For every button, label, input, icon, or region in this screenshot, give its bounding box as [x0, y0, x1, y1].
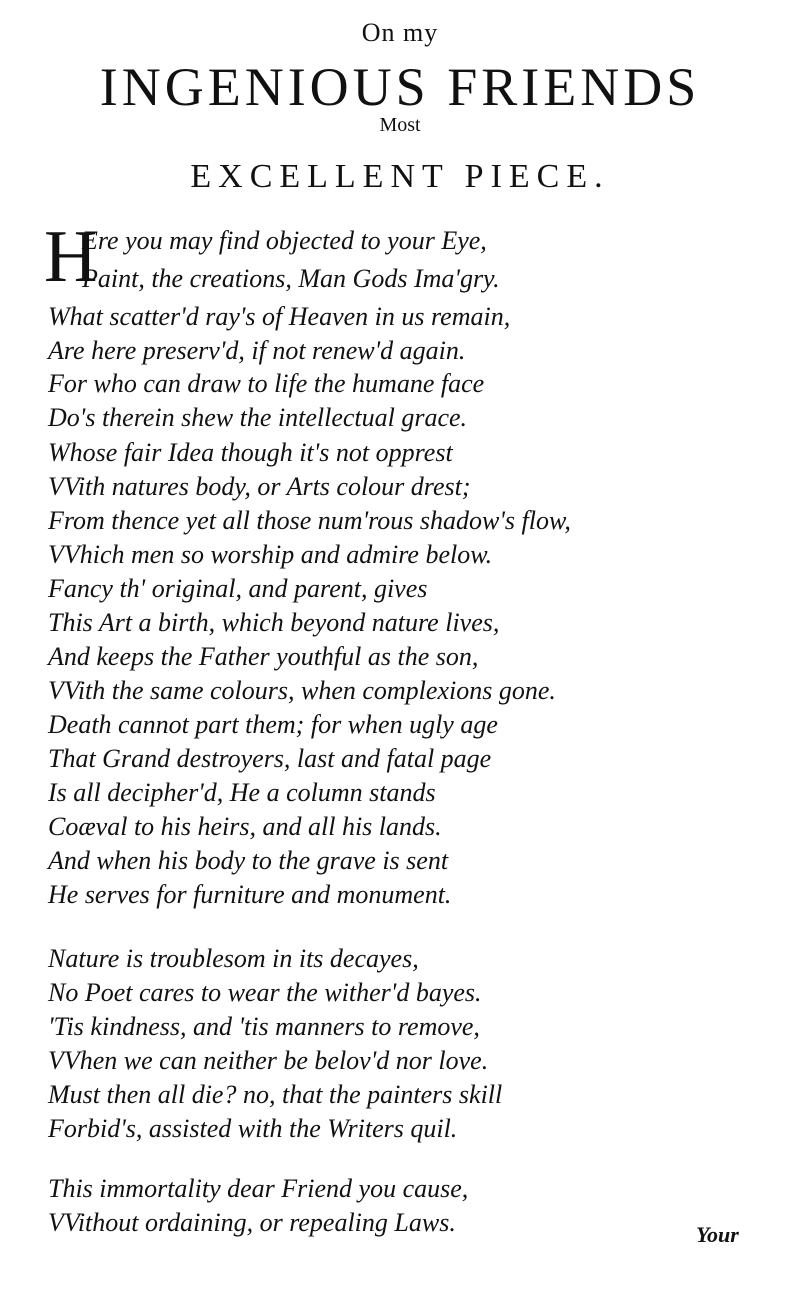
page-title: INGENIOUS FRIENDS [99, 57, 701, 117]
poem-line: What scatter'd ray's of Heaven in us remain, [48, 302, 511, 331]
poem-line: Nature is troublesom in its decayes, [48, 944, 419, 973]
poem-line: He serves for furniture and monument. [48, 880, 452, 909]
poem-line: VVithout ordaining, or repealing Laws. [48, 1208, 456, 1237]
poem-line: Ere you may find objected to your Eye, [82, 226, 487, 255]
poem-line: And keeps the Father youthful as the son, [48, 642, 479, 671]
poem-line: Must then all die? no, that the painters skill [48, 1080, 503, 1109]
poem-line: This immortality dear Friend you cause, [48, 1174, 469, 1203]
heading-on-my: On my [361, 18, 439, 47]
poem-line: Coæval to his heirs, and all his lands. [48, 812, 442, 841]
poem-line: Do's therein shew the intellectual grace. [48, 403, 468, 432]
poem-line: Forbid's, assisted with the Writers quil. [48, 1114, 458, 1143]
heading-most: Most [379, 114, 421, 136]
poem-line: Is all decipher'd, He a column stands [48, 778, 436, 807]
catchword: Your [696, 1222, 739, 1247]
poem-line: Are here preserv'd, if not renew'd again. [48, 336, 466, 365]
page-subtitle: EXCELLENT PIECE. [190, 158, 610, 195]
poem-line: Paint, the creations, Man Gods Ima'gry. [82, 264, 500, 293]
poem-line: This Art a birth, which beyond nature lives, [48, 608, 500, 637]
poem-line: That Grand destroyers, last and fatal page [48, 744, 492, 773]
poem-line: Fancy th' original, and parent, gives [48, 574, 428, 603]
poem-line: Whose fair Idea though it's not opprest [48, 438, 453, 467]
poem-line: From thence yet all those num'rous shadow's flow, [48, 506, 571, 535]
poem-line: VVhen we can neither be belov'd nor love. [48, 1046, 489, 1075]
poem-line: VVith the same colours, when complexions gone. [48, 676, 556, 705]
poem-line: For who can draw to life the humane face [48, 369, 485, 398]
poem-line: No Poet cares to wear the wither'd bayes. [48, 978, 482, 1007]
poem-line: And when his body to the grave is sent [48, 846, 449, 875]
poem-line: 'Tis kindness, and 'tis manners to remove, [48, 1012, 480, 1041]
poem-line: VVhich men so worship and admire below. [48, 540, 493, 569]
poem-line: Death cannot part them; for when ugly age [48, 710, 498, 739]
poem-line: VVith natures body, or Arts colour drest; [48, 472, 471, 501]
drop-cap: H [44, 216, 98, 298]
